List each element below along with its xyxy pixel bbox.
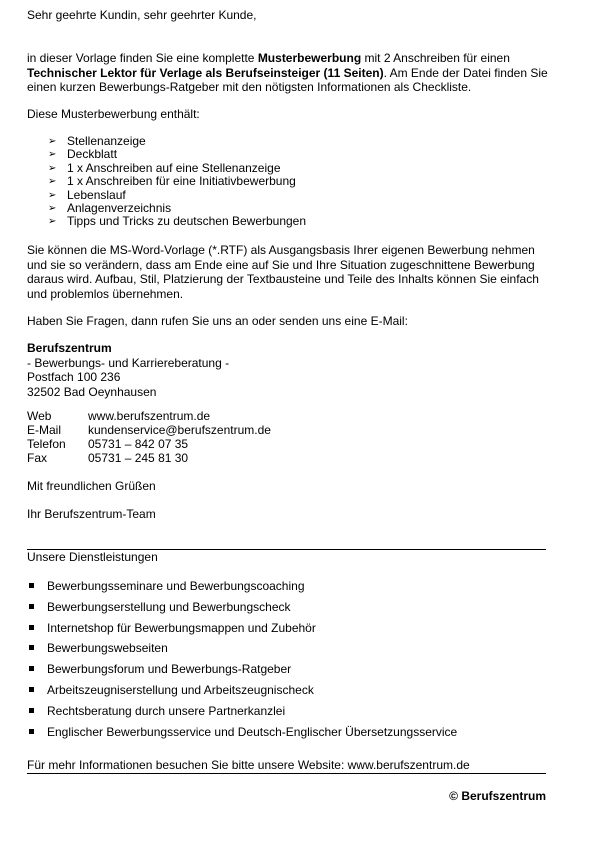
list-item: ➢ 1 x Anschreiben für eine Initiativbewerbung — [48, 174, 296, 189]
square-bullet-icon — [29, 708, 34, 713]
arrow-bullet-icon: ➢ — [48, 202, 57, 214]
contact-row-web — [27, 409, 552, 423]
square-bullet-icon — [29, 583, 34, 588]
intro-text-2: mit 2 Anschreiben für einen — [361, 51, 510, 65]
intro-bold-1: Musterbewerbung — [257, 51, 362, 65]
intro-text-1: in dieser Vorlage finden Sie eine komplette — [27, 51, 258, 65]
list-item: Englischer Bewerbungsservice und Deutsch-Englischer Übersetzungsservice — [27, 725, 552, 746]
list-item: ➢ Stellenanzeige — [48, 134, 146, 148]
arrow-bullet-icon: ➢ — [48, 216, 57, 228]
copyright: © Berufszentrum — [449, 789, 546, 803]
intro-bold-2: Technischer Lektor für Verlage als Berufseinsteiger (11 Seiten) — [27, 65, 384, 80]
square-bullet-icon — [29, 666, 34, 671]
square-bullet-icon — [29, 645, 34, 650]
list-item: ➢ Anlagenverzeichnis — [48, 200, 172, 215]
list-item: Bewerbungsforum und Bewerbungs-Ratgeber — [27, 662, 552, 683]
contact-label: Telefon — [27, 437, 66, 451]
list-item: Internetshop für Bewerbungsmappen und Zubehör — [27, 621, 552, 642]
address-block — [27, 341, 552, 399]
services-heading: Unsere Dienstleistungen — [27, 550, 158, 564]
contents-list — [27, 135, 552, 229]
closing: Mit freundlichen Grüßen — [27, 479, 156, 493]
list-item: Arbeitszeugniserstellung und Arbeitszeugnischeck — [27, 683, 552, 704]
contact-fax-value: 05731 – 245 81 30 — [88, 451, 189, 465]
list-item: Rechtsberatung durch unsere Partnerkanzlei — [27, 704, 552, 725]
contact-web-link[interactable]: www.berufszentrum.de — [88, 409, 211, 423]
questions-paragraph: Haben Sie Fragen, dann rufen Sie uns an oder senden uns eine E-Mail: — [27, 314, 408, 328]
body-paragraph: Sie können die MS-Word-Vorlage (*.RTF) als Ausgangsbasis Ihrer eigenen Bewerbung nehmen und sie so verändern, dass am Ende eine auf Sie und Ihre Situation zugeschnittene Bewerbung daraus wird. Aufbau, Stil, Platzierung der Textbausteine und Teile des Inhalts können Sie einfach und problemlos übernehmen. — [27, 243, 539, 301]
intro-text-3: . Am Ende der Datei finden Sie einen kurzen Bewerbungs-Ratgeber mit den nötigsten Informationen als Checkliste. — [27, 65, 548, 94]
contact-row-fax — [27, 451, 552, 465]
arrow-bullet-icon: ➢ — [48, 149, 57, 161]
divider — [27, 773, 546, 774]
more-info: Für mehr Informationen besuchen Sie bitte unsere Website: www.berufszentrum.de — [27, 758, 470, 772]
contents-heading: Diese Musterbewerbung enthält: — [27, 107, 200, 121]
contact-label: E-Mail — [27, 423, 62, 437]
contact-email-link[interactable]: kundenservice@berufszentrum.de — [88, 423, 271, 437]
arrow-bullet-icon: ➢ — [48, 136, 57, 147]
list-item: Bewerbungswebseiten — [27, 641, 552, 662]
contact-label: Web — [27, 409, 52, 423]
contact-label: Fax — [27, 451, 48, 465]
square-bullet-icon — [29, 687, 34, 692]
services-list — [27, 579, 552, 745]
contact-phone-value: 05731 – 842 07 35 — [88, 437, 189, 451]
contact-row-email — [27, 423, 552, 437]
square-bullet-icon — [29, 604, 34, 609]
address-city: 32502 Bad Oeynhausen — [27, 384, 157, 399]
address-street: Postfach 100 236 — [27, 370, 121, 384]
arrow-bullet-icon: ➢ — [48, 176, 57, 188]
list-item: Bewerbungsseminare und Bewerbungscoaching — [27, 579, 552, 600]
salutation: Sehr geehrte Kundin, sehr geehrter Kunde, — [27, 8, 257, 22]
list-item: ➢ 1 x Anschreiben auf eine Stellenanzeige — [48, 160, 281, 175]
company-name: Berufszentrum — [27, 341, 112, 355]
square-bullet-icon — [29, 625, 34, 630]
company-subtitle: - Bewerbungs- und Karriereberatung - — [27, 355, 230, 370]
arrow-bullet-icon: ➢ — [48, 162, 57, 174]
list-item: ➢ Tipps und Tricks zu deutschen Bewerbungen — [48, 214, 307, 229]
list-item: Bewerbungserstellung und Bewerbungscheck — [27, 600, 552, 621]
contact-row-phone — [27, 437, 552, 451]
list-item: ➢ Lebenslauf — [48, 187, 126, 202]
signature: Ihr Berufszentrum-Team — [27, 507, 156, 521]
arrow-bullet-icon: ➢ — [48, 189, 57, 201]
intro-paragraph — [27, 51, 552, 95]
contact-table — [27, 409, 552, 465]
list-item: ➢ Deckblatt — [48, 147, 118, 162]
square-bullet-icon — [29, 729, 34, 734]
